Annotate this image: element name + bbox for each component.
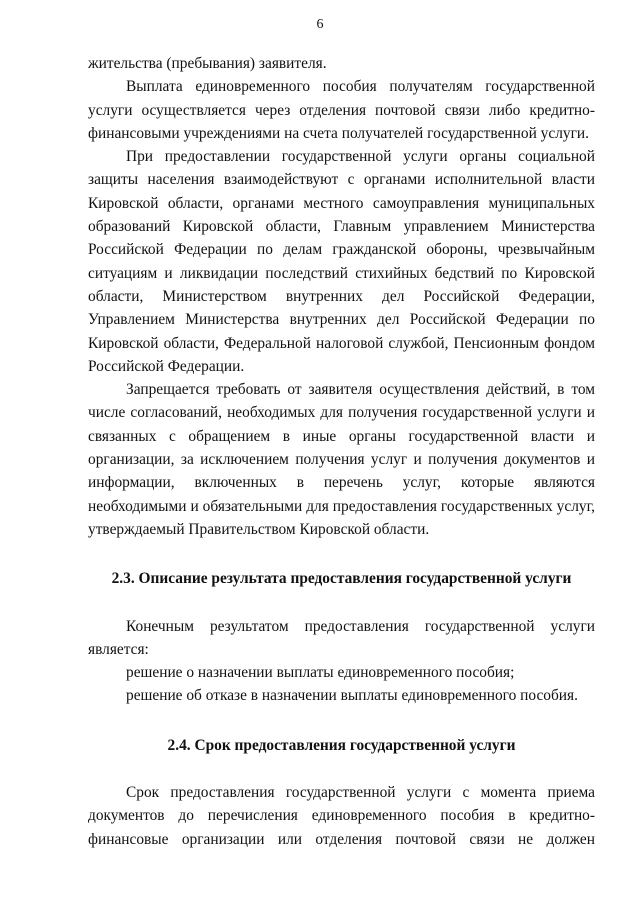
paragraph-result-intro: Конечным результатом предоставления государственной услуги является: — [88, 617, 595, 658]
paragraph-payment: Выплата единовременного пособия получателям государственной услуги осуществляется через отделения почтовой связи либо кредитно-финансовыми учреждениями на счета получателей государственной услуги. — [88, 78, 595, 142]
section-heading-2-4: 2.4. Срок предоставления государственной услуги — [167, 736, 516, 754]
spacer — [88, 757, 595, 781]
spacer — [88, 541, 595, 567]
spacer — [88, 591, 595, 615]
list-item: решение о назначении выплаты единовременного пособия; — [126, 664, 515, 682]
paragraph-prohibition: Запрещается требовать от заявителя осуществления действий, в том числе согласований, необходимых для получения государственной услуги и связанных с обращением в иные органы государственной власти и организации, за исключением получения услуг и получения документов и информации, включенных в перечень услуг, которые являются необходимыми и обязательными для предоставления государственных услуг, утверждаемый Правительством Кировской области. — [88, 381, 595, 538]
section-heading-2-3: 2.3. Описание результата предоставления государственной услуги — [111, 570, 572, 588]
list-item: решение об отказе в назначении выплаты единовременного пособия. — [126, 687, 578, 705]
page-number: 6 — [316, 17, 324, 32]
spacer — [88, 708, 595, 734]
paragraph-term: Срок предоставления государственной услуги с момента приема документов до перечисления единовременного пособия в кредитно-финансовые организации или отделения почтовой связи не должен — [88, 784, 595, 848]
paragraph-continuation: жительства (пребывания) заявителя. — [88, 55, 327, 72]
document-body — [88, 52, 595, 851]
paragraph-interaction: При предоставлении государственной услуги органы социальной защиты населения взаимодействуют с органами исполнительной власти Кировской области, органами местного самоуправления муниципальных образований Кировской области, Главным управлением Министерства Российской Федерации по делам гражданской обороны, чрезвычайным ситуациям и ликвидации последствий стихийных бедствий по Кировской области, Министерством внутренних дел Российской Федерации, Управлением Министерства внутренних дел Российской Федерации по Кировской области, Федеральной налоговой службой, Пенсионным фондом Российской Федерации. — [88, 148, 595, 375]
